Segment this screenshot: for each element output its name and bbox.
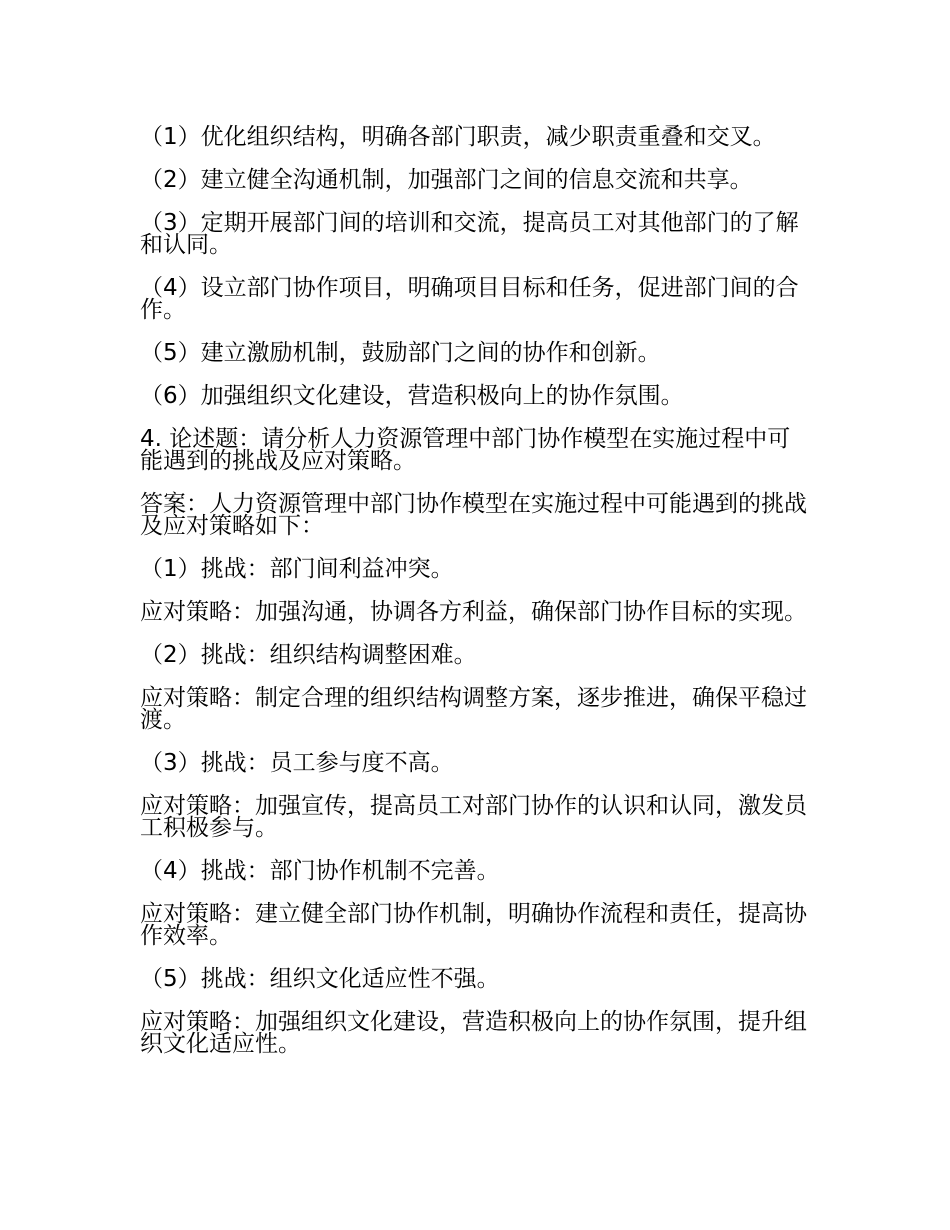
strategy-5: 应对策略：加强组织文化建设，营造积极向上的协作氛围，提升组织文化适应性。 — [140, 1009, 807, 1057]
strategy-4: 应对策略：建立健全部门协作机制，明确协作流程和责任，提高协作效率。 — [140, 901, 807, 949]
challenge-4: （4）挑战：部门协作机制不完善。 — [140, 858, 500, 884]
answer-intro: 答案：人力资源管理中部门协作模型在实施过程中可能遇到的挑战及应对策略如下： — [140, 491, 807, 539]
measure-item-2: （2）建立健全沟通机制，加强部门之间的信息交流和共享。 — [140, 167, 753, 193]
challenge-1: （1）挑战：部门间利益冲突。 — [140, 556, 454, 582]
measure-item-5: （5）建立激励机制，鼓励部门之间的协作和创新。 — [140, 340, 661, 366]
strategy-1: 应对策略：加强沟通，协调各方利益，确保部门协作目标的实现。 — [140, 599, 807, 625]
measure-item-3: （3）定期开展部门间的培训和交流，提高员工对其他部门的了解和认同。 — [140, 210, 799, 258]
strategy-2: 应对策略：制定合理的组织结构调整方案，逐步推进，确保平稳过渡。 — [140, 685, 807, 733]
measure-item-6: （6）加强组织文化建设，营造积极向上的协作氛围。 — [140, 383, 684, 409]
challenge-3: （3）挑战：员工参与度不高。 — [140, 750, 454, 776]
challenge-2: （2）挑战：组织结构调整困难。 — [140, 642, 477, 668]
essay-question: 4. 论述题：请分析人力资源管理中部门协作模型在实施过程中可能遇到的挑战及应对策略。 — [140, 426, 791, 474]
measure-item-1: （1）优化组织结构，明确各部门职责，减少职责重叠和交叉。 — [140, 124, 776, 150]
strategy-3: 应对策略：加强宣传，提高员工对部门协作的认识和认同，激发员工积极参与。 — [140, 793, 807, 841]
challenge-5: （5）挑战：组织文化适应性不强。 — [140, 966, 500, 992]
document-body — [140, 126, 812, 1055]
measure-item-4: （4）设立部门协作项目，明确项目目标和任务，促进部门间的合作。 — [140, 275, 799, 323]
